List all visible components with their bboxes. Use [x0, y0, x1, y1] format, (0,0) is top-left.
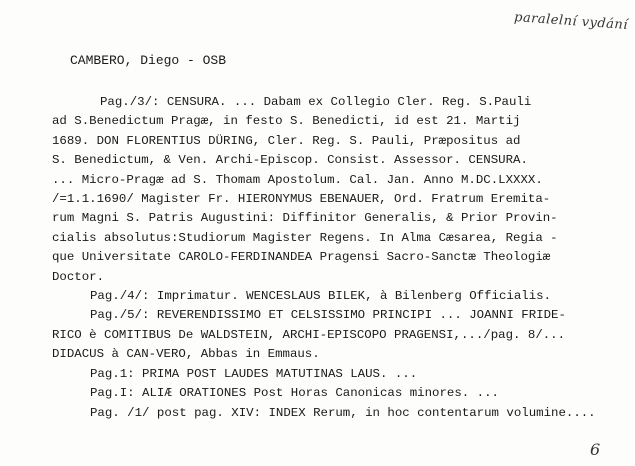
text-line: Pag.1: PRIMA POST LAUDES MATUTINAS LAUS. ... — [90, 366, 418, 381]
text-line: Pag./5/: REVERENDISSIMO ET CELSISSIMO PRINCIPI ... JOANNI FRIDE- — [90, 308, 566, 323]
text-line: Pag./4/: Imprimatur. WENCESLAUS BILEK, à Bilenberg Officialis. — [90, 289, 552, 304]
page-number: 6 — [590, 440, 601, 459]
text-line: ad S.Benedictum Pragæ, in festo S. Benedicti, id est 21. Martij — [52, 114, 521, 129]
card-body — [52, 93, 627, 423]
text-line: Pag.I: ALIÆ ORATIONES Post Horas Canonicas minores. ... — [90, 386, 499, 401]
text-line: rum Magni S. Patris Augustini: Diffinitor Generalis, & Prior Provin- — [52, 211, 558, 226]
text-line: que Universitate CAROLO-FERDINANDEA Pragensi Sacro-Sanctæ Theologiæ — [52, 250, 551, 265]
text-line: DIDACUS à CAN-VERO, Abbas in Emmaus. — [52, 347, 320, 362]
text-line: Pag. /1/ post pag. XIV: INDEX Rerum, in hoc contentarum volumine.... — [90, 405, 596, 420]
text-line: S. Benedictum, & Ven. Archi-Episcop. Consist. Assessor. CENSURA. — [52, 153, 528, 168]
text-line: /=1.1.1690/ Magister Fr. HIERONYMUS EBENAUER, Ord. Fratrum Eremita- — [52, 192, 551, 207]
text-line: Doctor. — [52, 269, 105, 284]
card-heading: CAMBERO, Diego - OSB — [70, 53, 227, 68]
text-line: RICO è COMITIBUS De WALDSTEIN, ARCHI-EPISCOPO PRAGENSI,.../pag. 8/... — [52, 327, 566, 342]
handwritten-margin-note: paralelní vydání — [513, 10, 629, 33]
text-line: cialis absolutus:Studiorum Magister Regens. In Alma Cæsarea, Regia - — [52, 230, 558, 245]
text-line: Pag./3/: CENSURA. ... Dabam ex Collegio Cler. Reg. S.Pauli — [100, 95, 532, 109]
text-line: ... Micro-Pragæ ad S. Thomam Apostolum. Cal. Jan. Anno M.DC.LXXXX. — [52, 172, 543, 187]
text-line: 1689. DON FLORENTIUS DÜRING, Cler. Reg. S. Pauli, Præpositus ad — [52, 133, 521, 148]
